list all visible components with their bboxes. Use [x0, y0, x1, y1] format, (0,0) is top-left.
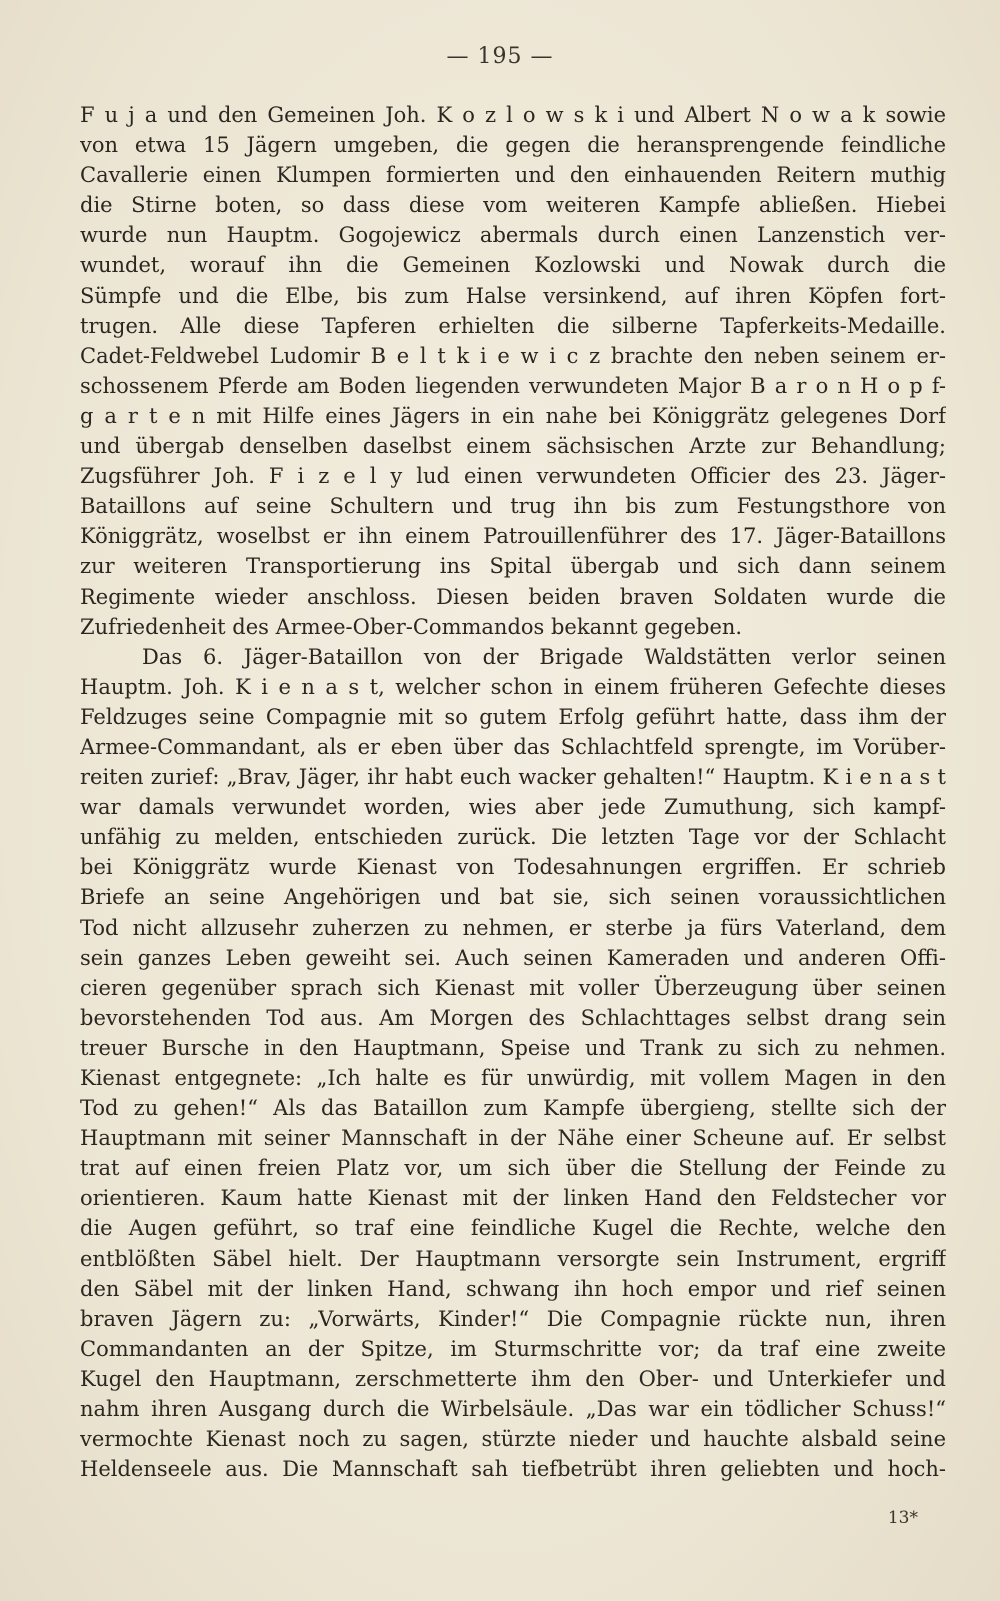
text-line: Kugel den Hauptmann, zerschmetterte ihm den Ober- und Unterkiefer und [80, 1366, 946, 1391]
text-line: Das 6. Jäger-Bataillon von der Brigade Waldstätten verlor seinen [142, 644, 946, 669]
text-line: Bataillons auf seine Schultern und trug ihn bis zum Festungsthore von [80, 494, 946, 519]
text-line: Briefe an seine Angehörigen und bat sie, sich seinen voraussichtlichen [80, 885, 946, 910]
text-line: wundet, worauf ihn die Gemeinen Kozlowski und Nowak durch die [80, 253, 946, 278]
text-line: unfähig zu melden, entschieden zurück. Die letzten Tage vor der Schlacht [80, 825, 946, 850]
text-line: Armee-Commandant, als er eben über das Schlachtfeld sprengte, im Vorüber- [80, 734, 946, 759]
text-line: Commandanten an der Spitze, im Sturmschritte vor; da traf eine zweite [80, 1336, 946, 1361]
page-number: — 195 — [446, 44, 554, 69]
text-line: vermochte Kienast noch zu sagen, stürzte nieder und hauchte alsbald seine [80, 1427, 946, 1452]
text-line: Hauptm. Joh. K i e n a s t, welcher schon in einem früheren Gefechte dieses [80, 674, 946, 699]
text-line: Kienast entgegnete: „Ich halte es für unwürdig, mit vollem Magen in den [80, 1066, 946, 1090]
text-line: g a r t e n mit Hilfe eines Jägers in ein nahe bei Königgrätz gelegenes Dorf [80, 403, 946, 428]
text-line: treuer Bursche in den Hauptmann, Speise und Trank zu sich zu nehmen. [80, 1035, 946, 1060]
text-line: von etwa 15 Jägern umgeben, die gegen die heransprengende feindliche [80, 133, 946, 158]
text-line: Königgrätz, woselbst er ihn einem Patrouillenführer des 17. Jäger-Bataillons [80, 524, 946, 549]
text-line: war damals verwundet worden, wies aber jede Zumuthung, sich kampf- [80, 795, 946, 820]
text-line: zur weiteren Transportierung ins Spital übergab und sich dann seinem [80, 554, 946, 579]
text-line: und übergab denselben daselbst einem sächsischen Arzte zur Behandlung; [80, 434, 946, 459]
text-line: reiten zurief: „Brav, Jäger, ihr habt euch wacker gehalten!“ Hauptm. K i e n a s t [80, 765, 946, 790]
text-line: schossenem Pferde am Boden liegenden verwundeten Major B a r o n H o p f- [80, 373, 946, 398]
text-line: Cadet-Feldwebel Ludomir B e l t k i e w i c z brachte den neben seinem er- [80, 343, 946, 368]
text-line: entblößten Säbel hielt. Der Hauptmann versorgte sein Instrument, ergriff [80, 1246, 946, 1271]
text-line: den Säbel mit der linken Hand, schwang ihn hoch empor und rief seinen [80, 1276, 946, 1301]
text-line: wurde nun Hauptm. Gogojewicz abermals durch einen Lanzenstich ver- [80, 223, 946, 248]
text-line: F u j a und den Gemeinen Joh. K o z l o w s k i und Albert N o w a k sowie [80, 103, 946, 127]
text-line: Cavallerie einen Klumpen formierten und den einhauenden Reitern muthig [80, 163, 946, 188]
text-line: Zugsführer Joh. F i z e l y lud einen verwundeten Officier des 23. Jäger- [80, 464, 946, 489]
text-line: Hauptmann mit seiner Mannschaft in der Nähe einer Scheune auf. Er selbst [80, 1126, 946, 1151]
text-line: trat auf einen freien Platz vor, um sich über die Stellung der Feinde zu [80, 1156, 946, 1181]
text-line: Feldzuges seine Compagnie mit so gutem Erfolg geführt hatte, dass ihm der [80, 704, 946, 729]
text-line: trugen. Alle diese Tapferen erhielten die silberne Tapferkeits-Medaille. [80, 313, 946, 338]
text-line: orientieren. Kaum hatte Kienast mit der linken Hand den Feldstecher vor [80, 1186, 946, 1211]
text-line: Sümpfe und die Elbe, bis zum Halse versinkend, auf ihren Köpfen fort- [80, 283, 946, 308]
text-line: Tod nicht allzusehr zuherzen zu nehmen, er sterbe ja fürs Vaterland, dem [80, 915, 946, 940]
text-line: Tod zu gehen!“ Als das Bataillon zum Kampfe übergieng, stellte sich der [80, 1096, 946, 1121]
text-line: die Stirne boten, so dass diese vom weiteren Kampfe abließen. Hiebei [80, 193, 946, 218]
text-line: sein ganzes Leben geweiht sei. Auch seinen Kameraden und anderen Offi- [80, 945, 946, 970]
text-line: braven Jägern zu: „Vorwärts, Kinder!“ Die Compagnie rückte nun, ihren [80, 1306, 946, 1331]
text-line: die Augen geführt, so traf eine feindliche Kugel die Rechte, welche den [80, 1216, 946, 1241]
body-text [80, 100, 946, 1484]
text-line: Heldenseele aus. Die Mannschaft sah tiefbetrübt ihren geliebten und hoch- [80, 1457, 946, 1482]
text-line: Zufriedenheit des Armee-Ober-Commandos bekannt gegeben. [80, 614, 743, 639]
text-line: nahm ihren Ausgang durch die Wirbelsäule. „Das war ein tödlicher Schuss!“ [80, 1397, 946, 1422]
text-line: bevorstehenden Tod aus. Am Morgen des Schlachttages selbst drang sein [80, 1005, 946, 1030]
text-line: bei Königgrätz wurde Kienast von Todesahnungen ergriffen. Er schrieb [80, 855, 946, 880]
signature-mark: 13* [887, 1508, 918, 1528]
text-line: Regimente wieder anschloss. Diesen beiden braven Soldaten wurde die [80, 584, 946, 609]
text-line: cieren gegenüber sprach sich Kienast mit voller Überzeugung über seinen [80, 975, 946, 1000]
